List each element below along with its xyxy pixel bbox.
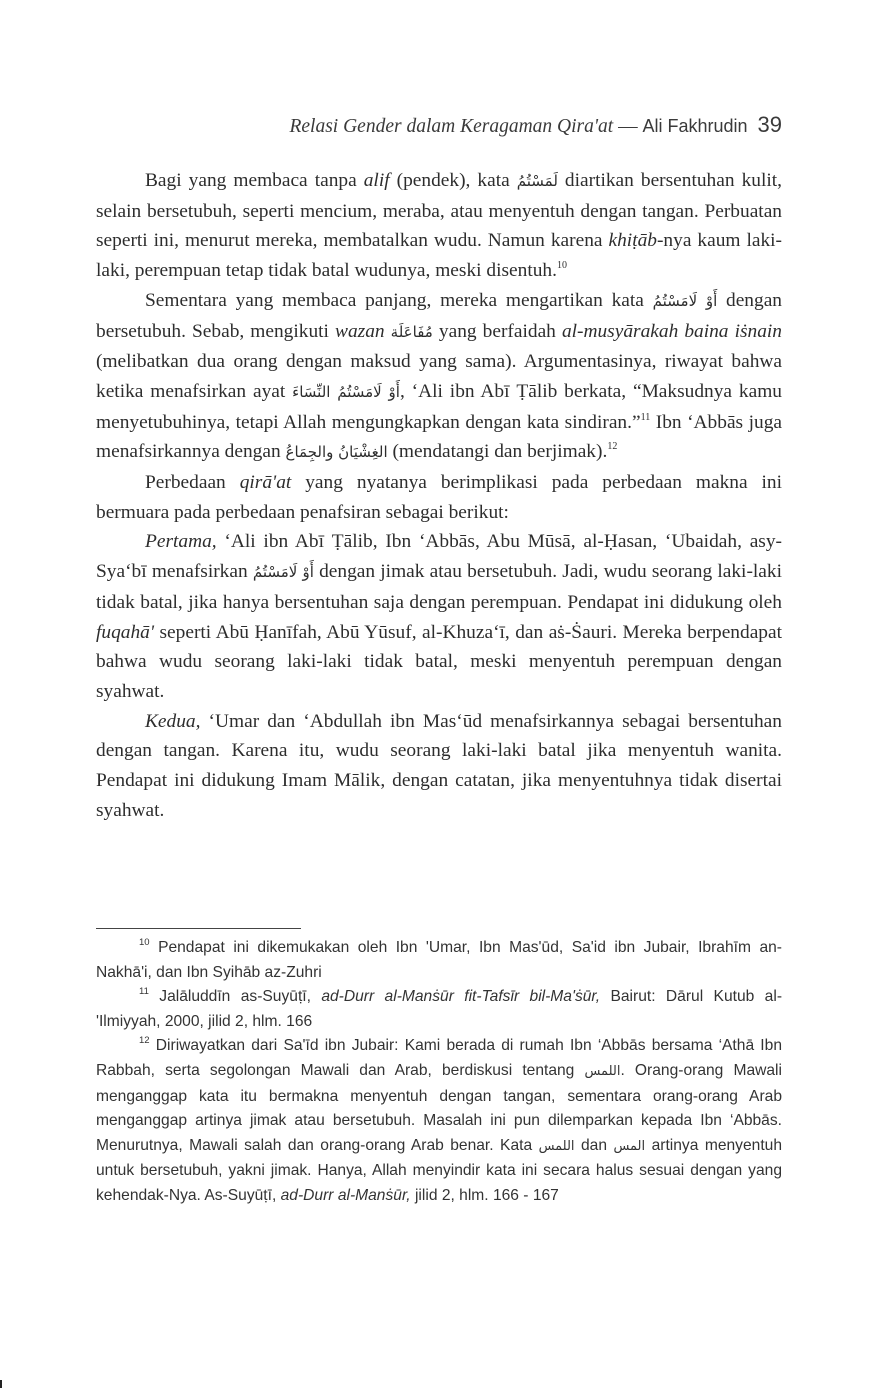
- footnote-number: 12: [139, 1035, 150, 1047]
- author-name: Ali Fakhrudin: [642, 116, 748, 136]
- paragraph-5: Kedua, ‘Umar dan ‘Abdullah ibn Mas‘ūd menafsirkannya sebagai bersentuhan dengan tangan. Karena itu, wudu seorang laki-laki batal jika menyentuh wanita. Pendapat ini didukung Imam Mālik, dengan catatan, jika menyentuhnya tidak disertai syahwat.: [96, 710, 782, 821]
- arabic-term: أَوْ لَامَسْتُمُ: [252, 563, 314, 582]
- footnote-ref-11[interactable]: 11: [640, 411, 651, 423]
- footnote-11: $^{11}$ Jalāluddīn as-Suyūṭī, ad-Durr al-Manṡūr fit-Tafsīr bil-Ma'ṡūr, Bairut: Dārul Kutub al-'Ilmiyyah, 2000, jilid 2, hlm. 166: [96, 986, 783, 1030]
- footnote-divider: [96, 928, 301, 929]
- footnote-ref-10[interactable]: 10: [556, 260, 567, 272]
- arabic-verse: أَوْ لَامَسْتُمُ النِّسَاءَ: [292, 382, 400, 401]
- footnote-number: 11: [139, 986, 149, 998]
- paragraph-3: Perbedaan qirā'at yang nyatanya berimplikasi pada perbedaan makna ini bermuara pada perbedaan penafsiran sebagai berikut:: [96, 472, 782, 523]
- paragraph-1: Bagi yang membaca tanpa alif (pendek), kata لَمَسْتُمُ diartikan bersentuhan kulit, selain bersetubuh, seperti mencium, meraba, atau menyentuh dengan tangan. Perbuatan seperti ini, menurut mereka, membatalkan wudu. Namun karena khiṭāb-nya kaum laki-laki, perempuan tetap tidak batal wudunya, meski disentuh.$^{10}$: [96, 170, 782, 282]
- running-title: Relasi Gender dalam Keragaman Qira'at: [289, 116, 614, 137]
- running-header: [96, 112, 782, 138]
- arabic-term: اللمس: [538, 1138, 575, 1154]
- arabic-term: المس: [613, 1138, 646, 1154]
- main-text: [96, 166, 782, 825]
- arabic-term: لَمَسْتُمُ: [516, 172, 558, 190]
- footnote-12: $^{12}$ Diriwayatkan dari Sa'īd ibn Jubair: Kami berada di rumah Ibn ‘Abbās bersama ‘Athā Ibn Rabbah, serta segolongan Mawali dan Arab, berdiskusi tentang اللمس. Orang-orang Mawali menganggap kata itu bermakna menyentuh dengan tangan, sementara orang-orang Arab menganggap artinya jimak atau bersetubuh. Masalah ini pun dilemparkan kepada Ibn ‘Abbās. Menurutnya, Mawali salah dan orang-orang Arab benar. Kata اللمس dan المس artinya menyentuh untuk bersetubuh, yakni jimak. Hanya, Allah menyindir kata ini secara halus sesuai dengan yang kehendak-Nya. As-Suyūṭī, ad-Durr al-Manṡūr, jilid 2, hlm. 166 - 167: [96, 1035, 782, 1204]
- page-number: 39: [757, 112, 782, 137]
- footnote-10: $^{10}$ Pendapat ini dikemukakan oleh Ibn 'Umar, Ibn Mas'ūd, Sa'id ibn Jubair, Ibrahīm an-Nakhā'i, dan Ibn Syihāb az-Zuhri: [96, 937, 782, 981]
- header-separator: —: [613, 116, 643, 137]
- footnotes: [96, 936, 782, 1209]
- paragraph-4: Pertama, ‘Ali ibn Abī Ṭālib, Ibn ‘Abbās, Abu Mūsā, al-Ḥasan, ‘Ubaidah, asy-Sya‘bī menafsirkan أَوْ لَامَسْتُمُ dengan jimak atau bersetubuh. Jadi, wudu seorang laki-laki tidak batal, jika hanya bersentuhan saja dengan perempuan. Pendapat ini didukung oleh fuqahā' seperti Abū Ḥanīfah, Abū Yūsuf, al-Khuza‘ī, dan aṡ-Ṡauri. Mereka berpendapat bahwa wudu seorang laki-laki tidak batal, meski menyentuh perempuan dengan syahwat.: [96, 531, 782, 702]
- footnote-number: 10: [139, 937, 150, 948]
- arabic-term: مُفَاعَلَة: [390, 322, 433, 341]
- footnote-ref-12[interactable]: 12: [607, 441, 618, 453]
- paragraph-2: Sementara yang membaca panjang, mereka mengartikan kata أَوْ لَامَسْتُمُ dengan bersetubuh. Sebab, mengikuti wazan مُفَاعَلَة yang berfaidah al-musyārakah baina iṡnain (melibatkan dua orang dengan maksud yang sama). Argumentasinya, riwayat bahwa ketika menafsirkan ayat أَوْ لَامَسْتُمُ النِّسَاءَ, ‘Ali ibn Abī Ṭālib berkata, “Maksudnya kamu menyetubuhinya, tetapi Allah mengungkapkan dengan kata sindiran.”$^{11}$ Ibn ‘Abbās juga menafsirkannya dengan الغِشْيَانُ والجِمَاعُ (mendatangi dan berjimak).$^{12}$: [96, 289, 783, 463]
- scan-edge-mark: [0, 1380, 2, 1388]
- arabic-term: الغِشْيَانُ والجِمَاعُ: [285, 443, 388, 462]
- arabic-term: اللمس: [584, 1063, 621, 1079]
- arabic-term: أَوْ لَامَسْتُمُ: [652, 291, 718, 310]
